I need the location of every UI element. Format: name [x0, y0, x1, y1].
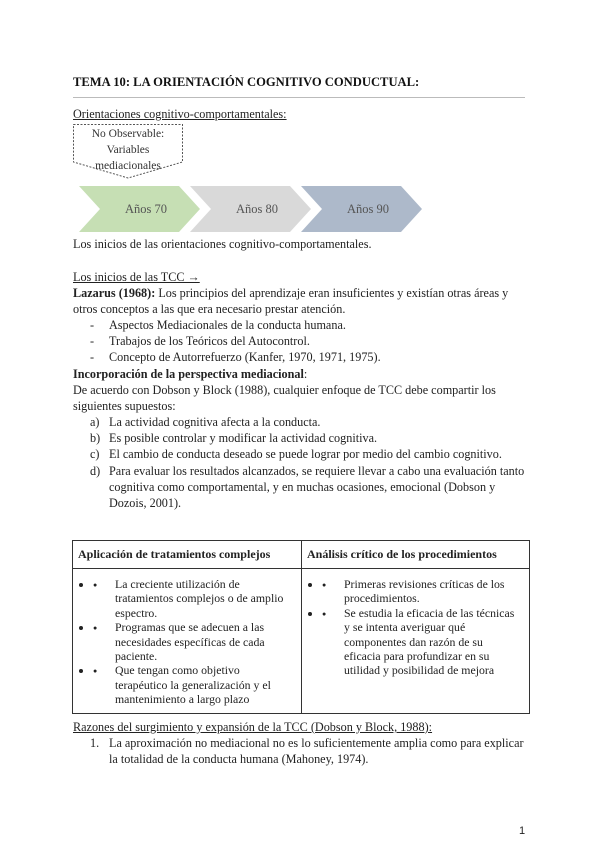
list-item-text: Concepto de Autorrefuerzo (Kanfer, 1970, 1971, 1975).	[109, 350, 381, 365]
list-item	[90, 430, 524, 446]
text: Los principios del aprendizaje eran insuficientes y existían otras áreas y	[155, 286, 509, 300]
list-item	[90, 495, 524, 511]
list-item-text: Para evaluar los resultados alcanzados, se requiere llevar a cabo una evaluación tanto	[109, 463, 525, 478]
chevron-label: Años 70	[124, 201, 168, 216]
chevron-step	[190, 186, 310, 232]
table-header: Aplicación de tratamientos complejos	[73, 541, 302, 569]
list-item: - Trabajos de los Teóricos del Autocontrol.	[90, 334, 310, 349]
chevron-label: Años 90	[346, 201, 390, 216]
comparison-table	[72, 540, 530, 714]
bullet-item: ● • Programas que se adecuen a las necesidades específicas de cada paciente.	[93, 620, 291, 663]
callout-line: mediacionales	[95, 160, 161, 172]
list-marker: b)	[90, 431, 101, 446]
list-item-text: Dozois, 2001).	[109, 496, 182, 511]
list-item-text: La actividad cognitiva afecta a la conducta.	[109, 415, 321, 429]
chevron-step	[79, 186, 199, 232]
list-item-text: Trabajos de los Teóricos del Autocontrol.	[109, 334, 310, 349]
page-title: TEMA 10: LA ORIENTACIÓN COGNITIVO CONDUCTUAL:	[73, 75, 420, 89]
callout-line: No Observable:	[91, 128, 165, 140]
divider	[73, 97, 525, 98]
text: otros conceptos a las que era necesario prestar atención.	[73, 302, 346, 316]
callout-line: Variables	[106, 144, 150, 156]
chevron-step	[301, 186, 421, 232]
section-heading: Los inicios de las TCC →	[73, 270, 200, 284]
lazarus-label: Lazarus (1968):	[73, 286, 156, 300]
list-item-text: cognitiva como comportamental, y en muchas ocasiones, emocional (Dobson y	[109, 479, 496, 494]
table-header: Análisis crítico de los procedimientos	[302, 541, 530, 569]
bold-heading: Incorporación de la perspectiva mediacional	[73, 367, 304, 381]
list-item: - Concepto de Autorrefuerzo (Kanfer, 1970, 1971, 1975).	[90, 350, 381, 365]
list-marker: d)	[90, 463, 101, 478]
list-item-text: El cambio de conducta deseado se puede lograr por medio del cambio cognitivo.	[109, 447, 502, 462]
bullet-item: ● • La creciente utilización de tratamientos complejos o de amplio espectro.	[93, 577, 291, 620]
bullet-item: ● • Se estudia la eficacia de las técnicas y se intenta averiguar qué componentes dan razón de su eficacia para profundizar en su utilidad y posibilidad de mejora	[322, 606, 519, 678]
list-item	[90, 479, 524, 495]
text: De acuerdo con Dobson y Block (1988), cualquier enfoque de TCC debe compartir los	[73, 383, 496, 397]
list-item-text: la totalidad de la conducta humana (Mahoney, 1974).	[109, 752, 369, 767]
list-marker: c)	[90, 447, 100, 462]
bullet-item: ● • Primeras revisiones críticas de los procedimientos.	[322, 577, 519, 606]
list-item	[90, 446, 524, 462]
chevron-label: Años 80	[235, 201, 279, 216]
list-item-text: La aproximación no mediacional no es lo suficientemente amplia como para explicar	[109, 736, 524, 750]
list-item: - Aspectos Mediacionales de la conducta humana.	[90, 318, 346, 332]
list-item	[90, 751, 524, 767]
subheading	[73, 366, 307, 382]
page-number: 1	[519, 825, 526, 837]
list-item	[90, 463, 524, 479]
table-cell	[73, 569, 302, 714]
text: :	[303, 367, 308, 381]
list-marker: 1.	[90, 736, 100, 750]
list-item	[90, 414, 524, 430]
table-cell	[302, 569, 530, 714]
bullet-item: ● • Que tengan como objetivo terapéutico la generalización y el mantenimiento a largo plazo	[93, 663, 291, 706]
list-item-text: Aspectos Mediacionales de la conducta humana.	[109, 318, 346, 332]
text: siguientes supuestos:	[73, 399, 176, 413]
callout-text	[73, 126, 183, 174]
list-item	[90, 735, 524, 751]
diagram-caption: Los inicios de las orientaciones cognitivo-comportamentales.	[73, 237, 372, 251]
list-marker: a)	[90, 415, 100, 429]
section-heading: Orientaciones cognitivo-comportamentales:	[73, 107, 287, 121]
lazarus-paragraph	[73, 285, 508, 301]
section-heading: Razones del surgimiento y expansión de la TCC (Dobson y Block, 1988):	[73, 720, 433, 734]
list-item-text: Es posible controlar y modificar la actividad cognitiva.	[109, 431, 378, 446]
